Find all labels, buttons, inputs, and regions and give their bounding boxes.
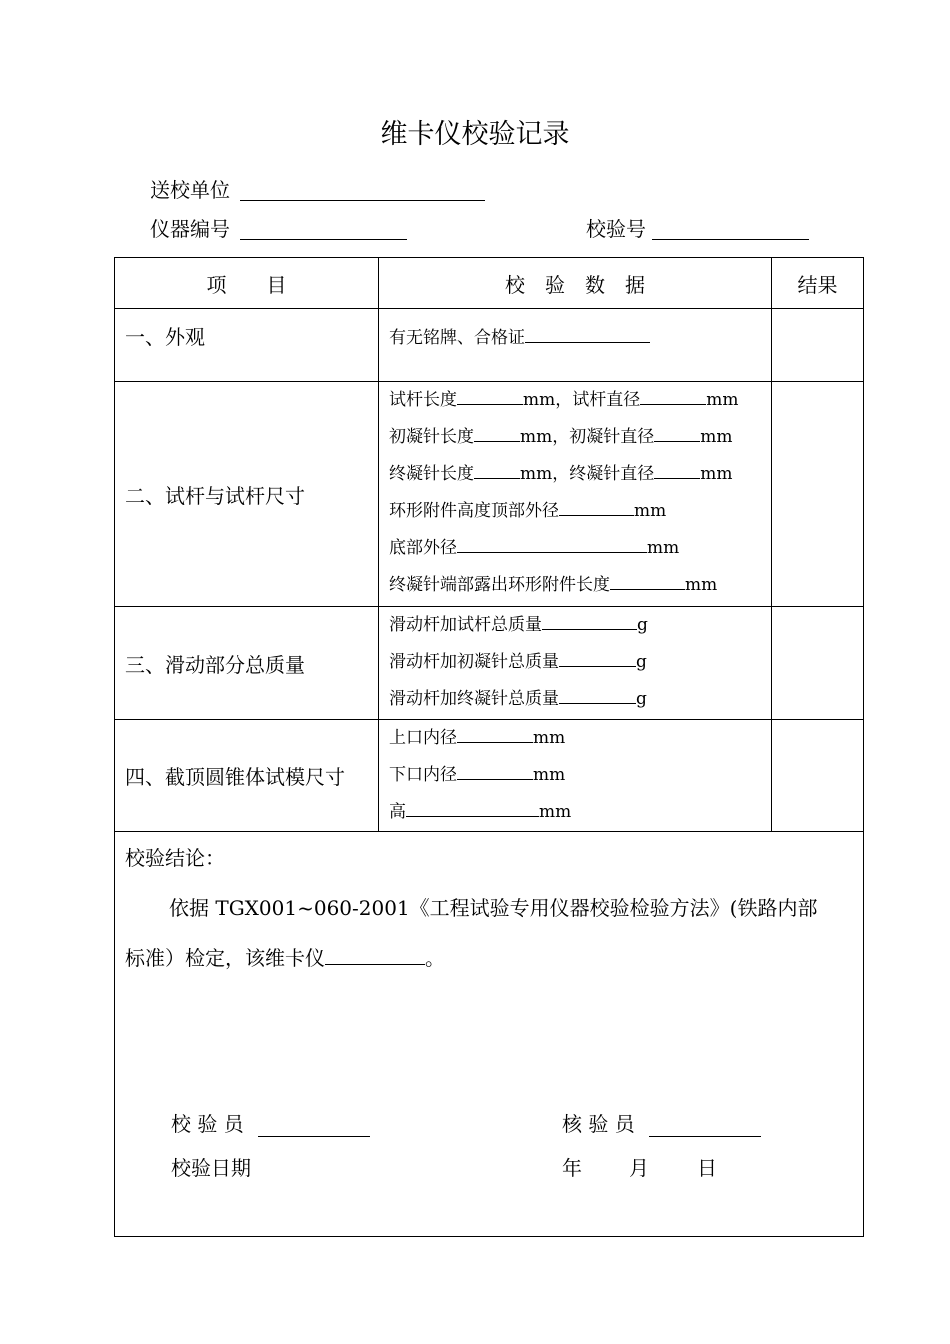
rod-diameter-field[interactable] (640, 388, 706, 405)
month-label: 月 (629, 1156, 649, 1180)
col-result-header: 结果 (772, 258, 864, 309)
ring-top-diameter-field[interactable] (559, 499, 634, 516)
mass-rod-field[interactable] (542, 613, 637, 630)
mass-final-needle-field[interactable] (559, 687, 636, 704)
unit-field[interactable] (240, 200, 485, 201)
year-label: 年 (562, 1156, 582, 1180)
mass-initial-needle-field[interactable] (559, 650, 636, 667)
calibration-no-field[interactable] (652, 239, 809, 240)
table-row (115, 720, 864, 832)
conclusion-cell (115, 832, 864, 1237)
table-row (115, 607, 864, 720)
conclusion-line1: 依据 TGX001~060-2001《工程试验专用仪器校验检验方法》(铁路内部 (169, 896, 818, 920)
final-needle-length-field[interactable] (474, 462, 520, 479)
table-row (115, 382, 864, 607)
col-data-header: 校 验 数 据 (379, 258, 772, 309)
table-row (115, 309, 864, 382)
instrument-no-field[interactable] (240, 239, 407, 240)
row-item: 四、截顶圆锥体试模尺寸 (115, 720, 379, 832)
row-result[interactable] (772, 309, 864, 382)
bottom-diameter-field[interactable] (457, 536, 647, 553)
row-result[interactable] (772, 720, 864, 832)
row-result[interactable] (772, 607, 864, 720)
nameplate-field[interactable] (525, 326, 650, 343)
page-title: 维卡仪校验记录 (380, 119, 570, 150)
table-header-row (115, 258, 864, 309)
inspector-field[interactable] (258, 1136, 370, 1137)
date-label: 校验日期 (171, 1156, 251, 1180)
initial-needle-diameter-field[interactable] (654, 425, 700, 442)
day-label: 日 (697, 1156, 717, 1180)
unit-label: 送校单位 (150, 178, 230, 202)
height-field[interactable] (406, 800, 539, 817)
row-item: 二、试杆与试杆尺寸 (115, 382, 379, 607)
conclusion-label: 校验结论： (125, 846, 225, 870)
verifier-label: 核 验 员 (562, 1112, 635, 1136)
row-data: 上口内径 mm 下口内径 mm 高 mm (379, 720, 772, 832)
top-inner-diameter-field[interactable] (457, 726, 533, 743)
bottom-inner-diameter-field[interactable] (457, 763, 533, 780)
row-item: 三、滑动部分总质量 (115, 607, 379, 720)
conclusion-row (115, 832, 864, 1237)
row-data: 滑动杆加试杆总质量 g 滑动杆加初凝针总质量 g 滑动杆加终凝针总质量 g (379, 607, 772, 720)
final-needle-diameter-field[interactable] (654, 462, 700, 479)
conclusion-line2: 标准）检定，该维卡仪 。 (125, 946, 445, 970)
initial-needle-length-field[interactable] (474, 425, 520, 442)
needle-exposed-length-field[interactable] (610, 573, 685, 590)
row-item: 一、外观 (115, 309, 379, 382)
row-result[interactable] (772, 382, 864, 607)
inspector-label: 校 验 员 (171, 1112, 244, 1136)
col-item-header: 项 目 (115, 258, 379, 309)
verdict-field[interactable] (325, 946, 425, 965)
rod-length-field[interactable] (457, 388, 523, 405)
row-data: 试杆长度 mm，试杆直径 mm 初凝针长度 mm，初凝针直径 mm 终凝针长度 mm，终凝针直径 mm 环形附件高度顶部外径 mm 底部外径 mm 终凝针端部露出环形附件长度 mm (379, 382, 772, 607)
verifier-field[interactable] (649, 1136, 761, 1137)
record-table (114, 257, 864, 1237)
calibration-no-label: 校验号 (586, 217, 646, 241)
instrument-no-label: 仪器编号 (150, 217, 230, 241)
row-data: 有无铭牌、合格证 (379, 309, 772, 382)
